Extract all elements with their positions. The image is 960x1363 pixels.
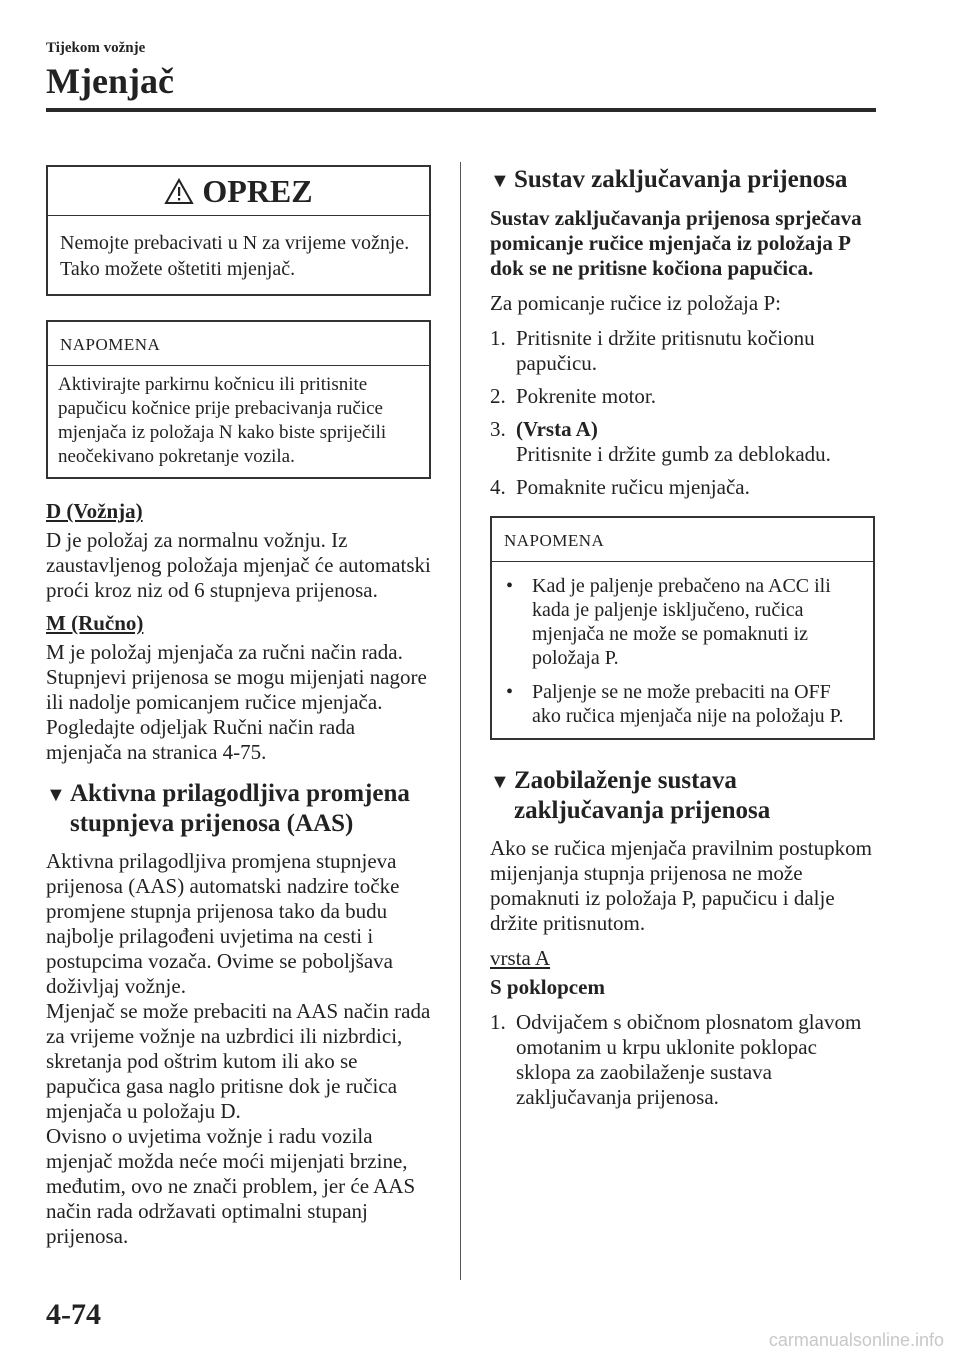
list-item bbox=[502, 574, 863, 670]
variant-heading: vrsta A bbox=[490, 946, 551, 970]
lock-heading bbox=[490, 165, 875, 196]
aas-heading bbox=[46, 779, 431, 839]
step-number: 1. bbox=[490, 326, 506, 350]
step-text-block bbox=[516, 417, 831, 467]
section-triangle-icon: ▼ bbox=[46, 784, 66, 806]
bullet-text: Paljenje se ne može prebaciti na OFF ako ručica mjenjača nije na položaju P. bbox=[532, 681, 844, 727]
note-text: Aktivirajte parkirnu kočnicu ili pritisnite papučicu kočnice prije prebacivanja ručice mjenjača iz položaja N kako biste spriječili neočekivano pokretanje vozila. bbox=[58, 374, 387, 467]
step-text: Pritisnite i držite gumb za deblokadu. bbox=[516, 442, 831, 466]
step-text: Pomaknite ručicu mjenjača. bbox=[516, 475, 750, 499]
aas-paragraph-3: Ovisno o uvjetima vožnje i radu vozila mjenjač možda neće moći mijenjati brzine, međutim, ovo ne znači problem, jer će AAS način rada održavati optimalni stupanj prijenosa. bbox=[46, 1124, 416, 1248]
warning-triangle-icon bbox=[164, 178, 194, 205]
drive-heading: D (Vožnja) bbox=[46, 499, 143, 523]
note-box-left bbox=[46, 320, 431, 479]
override-heading bbox=[490, 766, 875, 826]
left-column bbox=[46, 165, 431, 1257]
lock-heading-text: Sustav zaključavanja prijenosa bbox=[514, 166, 848, 193]
override-steps bbox=[490, 1010, 875, 1110]
lock-intro: Sustav zaključavanja prijenosa sprječava pomicanje ručice mjenjača iz položaja P dok se ne pritisne kočiona papučica. bbox=[490, 206, 862, 280]
header-rule bbox=[46, 108, 876, 112]
step-number: 3. bbox=[490, 417, 506, 441]
lock-lead: Za pomicanje ručice iz položaja P: bbox=[490, 291, 781, 315]
aas-heading-text: Aktivna prilagodljiva promjena stupnjeva prijenosa (AAS) bbox=[70, 780, 410, 837]
lock-steps bbox=[490, 326, 875, 500]
list-item bbox=[490, 326, 875, 376]
bullet-icon: • bbox=[506, 681, 514, 703]
section-triangle-icon: ▼ bbox=[490, 170, 510, 192]
right-column bbox=[490, 165, 875, 1118]
watermark: carmanualsonline.info bbox=[768, 1330, 944, 1350]
manual-reference: Pogledajte odjeljak Ručni način rada mjenjača na stranica 4-75. bbox=[46, 715, 356, 764]
step-text: Pritisnite i držite pritisnutu kočionu papučicu. bbox=[516, 326, 815, 375]
page-number: 4-74 bbox=[46, 1298, 101, 1331]
note-bullets bbox=[492, 562, 873, 738]
manual-heading: M (Ručno) bbox=[46, 611, 144, 635]
caution-header bbox=[48, 167, 429, 216]
override-heading-text: Zaobilaženje sustava zaključavanja prijenosa bbox=[514, 767, 771, 824]
aas-paragraph-2: Mjenjač se može prebaciti na AAS način rada za vrijeme vožnje na uzbrdici ili nizbrdici, skretanja pod oštrim kutom ili ako se papučica gasa naglo pritisne dok je ručica mjenjača u položaju D. bbox=[46, 999, 431, 1123]
step-text: Odvijačem s običnom plosnatom glavom omotanim u krpu uklonite poklopac sklopa za zaobilaženje sustava zaključavanja prijenosa. bbox=[516, 1010, 862, 1109]
step-text: Pokrenite motor. bbox=[516, 384, 656, 408]
column-divider bbox=[460, 162, 461, 1280]
page-title: Mjenjač bbox=[46, 61, 174, 101]
manual-text: M je položaj mjenjača za ručni način rada. Stupnjevi prijenosa se mogu mijenjati nagore ili nadolje pomicanjem ručice mjenjača. bbox=[46, 640, 427, 714]
caution-title: OPREZ bbox=[202, 172, 313, 209]
cover-heading: S poklopcem bbox=[490, 975, 605, 999]
step-variant-label: (Vrsta A) bbox=[516, 417, 598, 441]
list-item bbox=[502, 680, 863, 728]
bullet-icon: • bbox=[506, 575, 514, 597]
section-triangle-icon: ▼ bbox=[490, 771, 510, 793]
drive-text: D je položaj za normalnu vožnju. Iz zaustavljenog položaja mjenjač će automatski proći kroz niz od 6 stupnjeva prijenosa. bbox=[46, 528, 431, 602]
note-box-right bbox=[490, 516, 875, 740]
step-number: 4. bbox=[490, 475, 506, 499]
aas-paragraph-1: Aktivna prilagodljiva promjena stupnjeva prijenosa (AAS) automatski nadzire točke promjene stupnja prijenosa tako da budu najbolje prilagođeni uvjetima na cesti i postupcima vozača. Ovime se poboljšava doživljaj vožnje. bbox=[46, 849, 400, 998]
bullet-text: Kad je paljenje prebačeno na ACC ili kada je paljenje isključeno, ručica mjenjača ne može se pomaknuti iz položaja P. bbox=[532, 575, 831, 669]
list-item bbox=[490, 475, 875, 500]
list-item bbox=[490, 417, 875, 467]
override-text: Ako se ručica mjenjača pravilnim postupkom mijenjanja stupnja prijenosa ne može pomaknuti iz položaja P, papučicu i dalje držite pritisnutom. bbox=[490, 836, 872, 935]
caution-text: Nemojte prebacivati u N za vrijeme vožnje. Tako možete oštetiti mjenjač. bbox=[60, 232, 410, 280]
step-number: 1. bbox=[490, 1010, 506, 1034]
list-item bbox=[490, 1010, 875, 1110]
step-number: 2. bbox=[490, 384, 506, 408]
note-title: NAPOMENA bbox=[48, 322, 429, 366]
chapter-label: Tijekom vožnje bbox=[46, 40, 146, 56]
note-title: NAPOMENA bbox=[492, 518, 873, 562]
list-item bbox=[490, 384, 875, 409]
caution-box bbox=[46, 165, 431, 296]
